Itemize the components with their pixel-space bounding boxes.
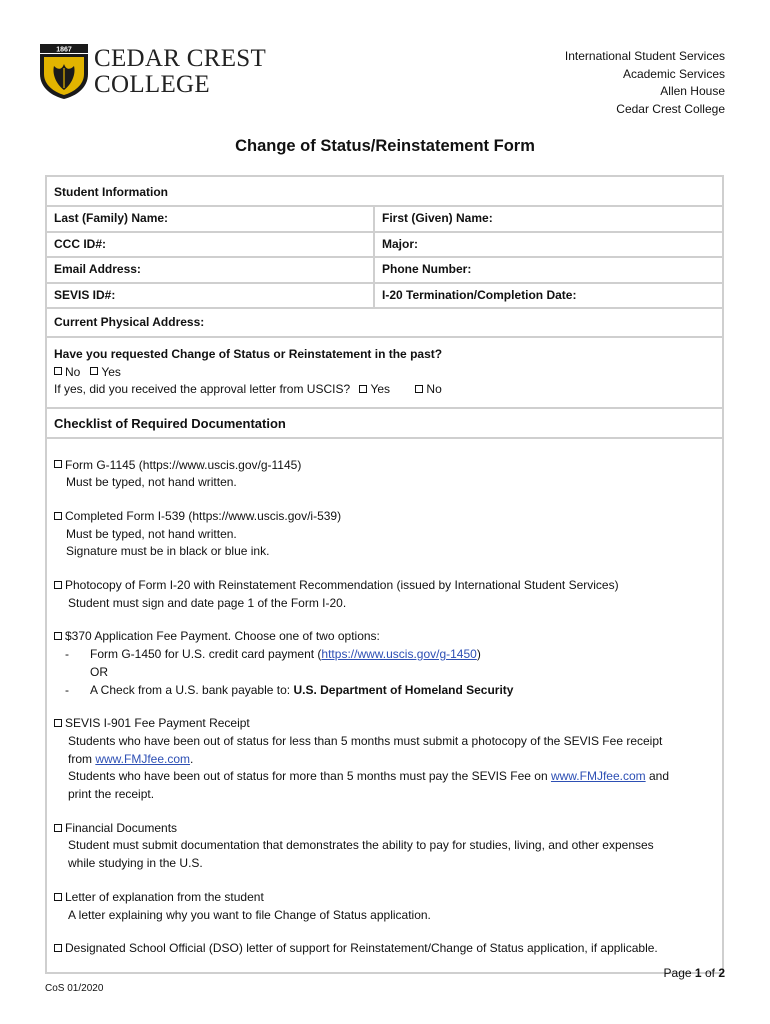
address-line: Allen House: [660, 84, 725, 98]
logo-wordmark: [94, 46, 266, 98]
fee-payee: U.S. Department of Homeland Security: [293, 682, 514, 697]
fee-option-1-text: Form G-1450 for U.S. credit card payment (: [90, 647, 322, 662]
office-address: [565, 48, 725, 118]
sevis-line-4: print the receipt.: [68, 787, 155, 802]
email-field[interactable]: Email Address:: [47, 258, 375, 282]
no-label: No: [65, 364, 81, 379]
sevis-title: SEVIS I-901 Fee Payment Receipt: [65, 716, 250, 731]
fee-or: OR: [90, 664, 108, 679]
past-request-options: [54, 364, 715, 382]
first-name-field[interactable]: First (Given) Name:: [382, 211, 493, 225]
checklist-item-i539: [54, 508, 715, 561]
g1450-link[interactable]: https://www.uscis.gov/g-1450: [321, 647, 477, 662]
yes-checkbox[interactable]: [90, 367, 98, 375]
i539-title: Completed Form I-539 (https://www.uscis.gov/i-539): [65, 508, 342, 523]
checklist-item-financial: [54, 820, 715, 873]
letter-title: Letter of explanation from the student: [65, 889, 264, 904]
sevis-line-2-suffix: .: [190, 751, 194, 766]
logo-line-1: CEDAR CREST: [94, 45, 267, 72]
i20-date-field[interactable]: I-20 Termination/Completion Date:: [382, 287, 577, 302]
i20-note: Student must sign and date page 1 of the Form I-20.: [68, 595, 347, 610]
page-number: [664, 966, 725, 980]
financial-checkbox[interactable]: [54, 824, 62, 832]
college-logo: [38, 44, 268, 102]
ccc-id-field[interactable]: CCC ID#:: [47, 233, 375, 257]
sevis-checkbox[interactable]: [54, 719, 62, 727]
address-line: Cedar Crest College: [616, 101, 725, 116]
i20-title: Photocopy of Form I-20 with Reinstatement Recommendation (issued by International Student Services): [65, 578, 619, 593]
sevis-row: [47, 284, 722, 310]
phone-field[interactable]: Phone Number:: [382, 262, 472, 276]
student-info-heading: Student Information: [54, 185, 168, 199]
checklist-item-dso: [54, 940, 715, 958]
i539-checkbox[interactable]: [54, 512, 62, 520]
i539-note-1: Must be typed, not hand written.: [66, 526, 237, 541]
sevis-line-2-prefix: from: [68, 751, 96, 766]
page-current: 1: [694, 966, 702, 980]
fmjfee-link[interactable]: www.FMJfee.com: [550, 769, 646, 784]
fee-checkbox[interactable]: [54, 632, 62, 640]
i539-note-2: Signature must be in black or blue ink.: [66, 544, 270, 559]
address-line: International Student Services: [564, 49, 725, 63]
checklist-heading: Checklist of Required Documentation: [54, 415, 286, 431]
fee-option-2-text: A Check from a U.S. bank payable to:: [90, 682, 294, 697]
fee-title: $370 Application Fee Payment. Choose one of two options:: [65, 629, 380, 644]
sevis-line-3: [54, 768, 715, 786]
fee-option-2: [54, 682, 715, 700]
approval-yes-label: Yes: [370, 382, 391, 396]
physical-address-field[interactable]: Current Physical Address:: [54, 315, 205, 329]
sevis-line-3-suffix: and: [645, 769, 669, 784]
approval-question-line: [54, 381, 715, 399]
dash-bullet: -: [65, 647, 69, 662]
sevis-id-field[interactable]: SEVIS ID#:: [47, 284, 375, 308]
checklist-item-i20: [54, 577, 715, 612]
yes-label: Yes: [101, 364, 121, 379]
financial-title: Financial Documents: [65, 820, 178, 835]
checklist-item-sevis: [54, 715, 715, 804]
name-row: [47, 207, 722, 233]
past-request-question: Have you requested Change of Status or Reinstatement in the past?: [54, 347, 443, 361]
of-word: of: [704, 966, 715, 980]
sevis-line-2: [54, 751, 715, 769]
dso-checkbox[interactable]: [54, 944, 62, 952]
address-line: Academic Services: [622, 66, 725, 81]
g1145-title: Form G-1145 (https://www.uscis.gov/g-1145): [65, 457, 302, 472]
major-field[interactable]: Major:: [382, 236, 418, 251]
dso-title: Designated School Official (DSO) letter of support for Reinstatement/Change of Status application, if applicable.: [65, 941, 658, 956]
financial-line-2: while studying in the U.S.: [68, 856, 203, 871]
id-row: [47, 233, 722, 259]
fmjfee-link[interactable]: www.FMJfee.com: [95, 751, 191, 766]
checklist-body: [47, 439, 722, 972]
logo-line-2: COLLEGE: [94, 71, 210, 98]
form-table: [45, 175, 724, 974]
approval-question: If yes, did you received the approval letter from USCIS?: [54, 382, 351, 396]
g1145-note: Must be typed, not hand written.: [66, 475, 237, 490]
financial-line-1: Student must submit documentation that demonstrates the ability to pay for studies, living, and other expenses: [68, 838, 654, 853]
fee-option-1: [54, 646, 715, 664]
form-title: Change of Status/Reinstatement Form: [235, 137, 535, 155]
i20-checkbox[interactable]: [54, 581, 62, 589]
checklist-header: [47, 409, 722, 439]
checklist-item-letter: [54, 889, 715, 924]
sevis-line-1: Students who have been out of status for less than 5 months must submit a photocopy of the SEVIS Fee receipt: [68, 733, 663, 748]
page-total: 2: [718, 966, 725, 980]
approval-no-checkbox[interactable]: [415, 385, 423, 393]
address-row: [47, 309, 722, 338]
letter-note: A letter explaining why you want to file Change of Status application.: [68, 907, 431, 922]
past-request-section: [47, 338, 722, 409]
checklist-item-g1145: [54, 457, 715, 492]
sevis-line-3-prefix: Students who have been out of status for more than 5 months must pay the SEVIS Fee on: [68, 769, 551, 784]
fee-option-1-suffix: ): [476, 647, 481, 662]
logo-year: 1867: [56, 46, 72, 54]
letter-checkbox[interactable]: [54, 893, 62, 901]
approval-yes-checkbox[interactable]: [359, 385, 367, 393]
approval-no-label: No: [426, 382, 442, 396]
contact-row: [47, 258, 722, 284]
last-name-field[interactable]: Last (Family) Name:: [47, 207, 375, 231]
dash-bullet: -: [65, 682, 69, 697]
shield-icon: [38, 44, 90, 100]
form-code: CoS 01/2020: [45, 983, 104, 994]
no-checkbox[interactable]: [54, 367, 62, 375]
checklist-item-fee: [54, 628, 715, 699]
g1145-checkbox[interactable]: [54, 460, 62, 468]
student-info-header: [47, 177, 722, 207]
page-word: Page: [663, 966, 692, 980]
